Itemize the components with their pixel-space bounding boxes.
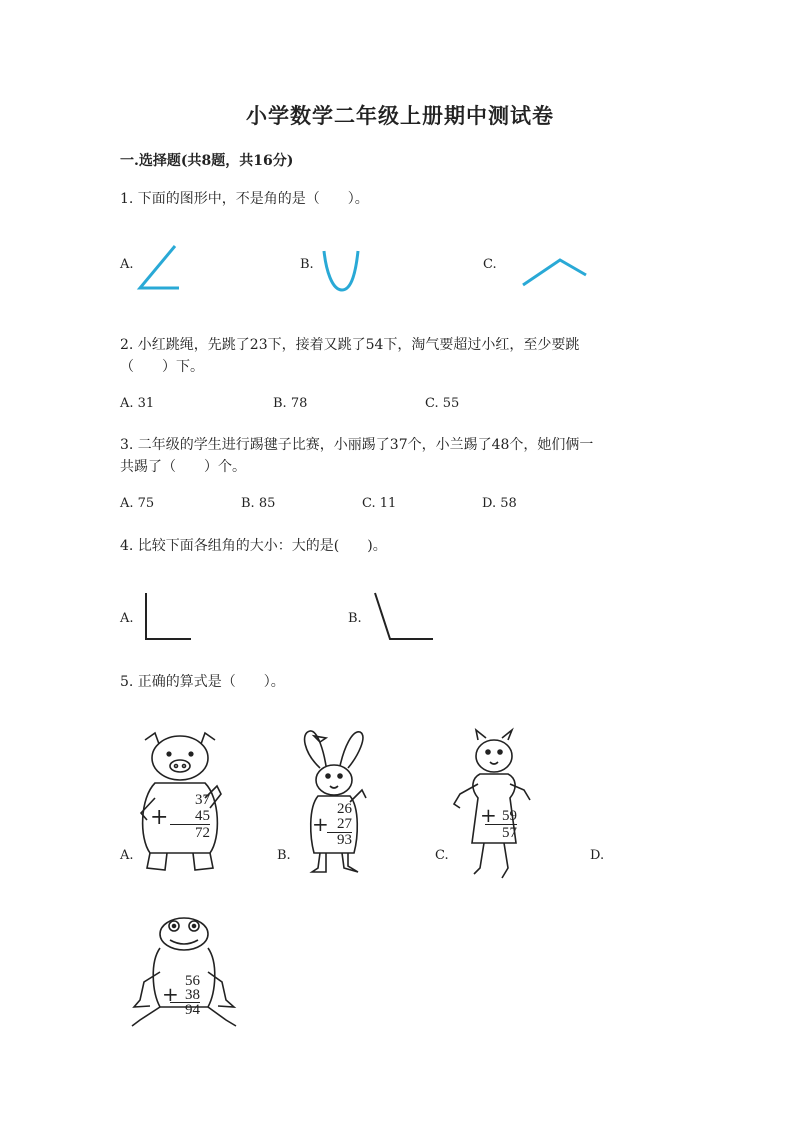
- q3-option-c: C. 11: [362, 496, 397, 511]
- q4-obtuse-angle-icon: [370, 590, 440, 645]
- rabbit-plus-sign: +: [312, 812, 329, 836]
- rabbit-result: 93: [327, 832, 352, 848]
- rabbit-sum: [327, 802, 352, 848]
- q2-option-a: A. 31: [120, 396, 155, 411]
- cat-result: 57: [485, 824, 517, 841]
- question-3-line-2: 共踢了（ ）个。: [120, 459, 246, 475]
- question-4: 4. 比较下面各组角的大小：大的是( )。: [120, 538, 387, 554]
- question-2-line-1: 2. 小红跳绳，先跳了23下，接着又跳了54下，淘气要超过小红，至少要跳: [120, 337, 580, 353]
- cat-plus-sign: +: [480, 803, 497, 827]
- q5-option-c-label: C.: [435, 848, 449, 863]
- pig-addend-top: 37: [195, 792, 210, 808]
- q1-open-angle-icon: [520, 255, 590, 290]
- cat-addend-bottom: 59: [502, 808, 517, 824]
- q3-option-a: A. 75: [120, 496, 155, 511]
- question-5: 5. 正确的算式是（ ）。: [120, 674, 285, 690]
- pig-sum: [170, 792, 210, 841]
- pig-result: 72: [170, 824, 210, 841]
- pig-addend-bottom: 45: [195, 808, 210, 824]
- section-heading: 一.选择题(共8题，共16分): [120, 153, 294, 169]
- q5-option-d-label: D.: [590, 848, 605, 863]
- q3-option-b: B. 85: [241, 496, 276, 511]
- q1-u-curve-icon: [318, 248, 363, 296]
- question-3-line-1: 3. 二年级的学生进行踢毽子比赛，小丽踢了37个，小兰踢了48个，她们俩一: [120, 437, 594, 453]
- q5-option-b-label: B.: [277, 848, 291, 863]
- q1-option-c-label: C.: [483, 257, 497, 272]
- q4-option-b-label: B.: [348, 611, 362, 626]
- q5-option-a-label: A.: [120, 848, 134, 863]
- q2-option-b: B. 78: [273, 396, 308, 411]
- q4-right-angle-icon: [140, 590, 195, 645]
- q2-option-c: C. 55: [425, 396, 460, 411]
- frog-plus-sign: +: [162, 982, 179, 1006]
- frog-addend-bottom: 38: [185, 987, 200, 1003]
- frog-result: 94: [170, 1002, 200, 1017]
- rabbit-addend-bottom: 27: [337, 816, 352, 832]
- q1-angle-shape-icon: [135, 243, 185, 295]
- q1-option-b-label: B.: [300, 257, 314, 272]
- q3-option-d: D. 58: [482, 496, 517, 511]
- pig-plus-sign: +: [150, 805, 169, 830]
- question-2-line-2: （ ）下。: [120, 359, 204, 375]
- question-1: 1. 下面的图形中，不是角的是（ ）。: [120, 191, 369, 207]
- q4-option-a-label: A.: [120, 611, 134, 626]
- page-title: 小学数学二年级上册期中测试卷: [246, 103, 554, 128]
- rabbit-addend-top: 26: [337, 801, 352, 817]
- q1-option-a-label: A.: [120, 257, 134, 272]
- frog-addend-top: 56: [185, 973, 200, 989]
